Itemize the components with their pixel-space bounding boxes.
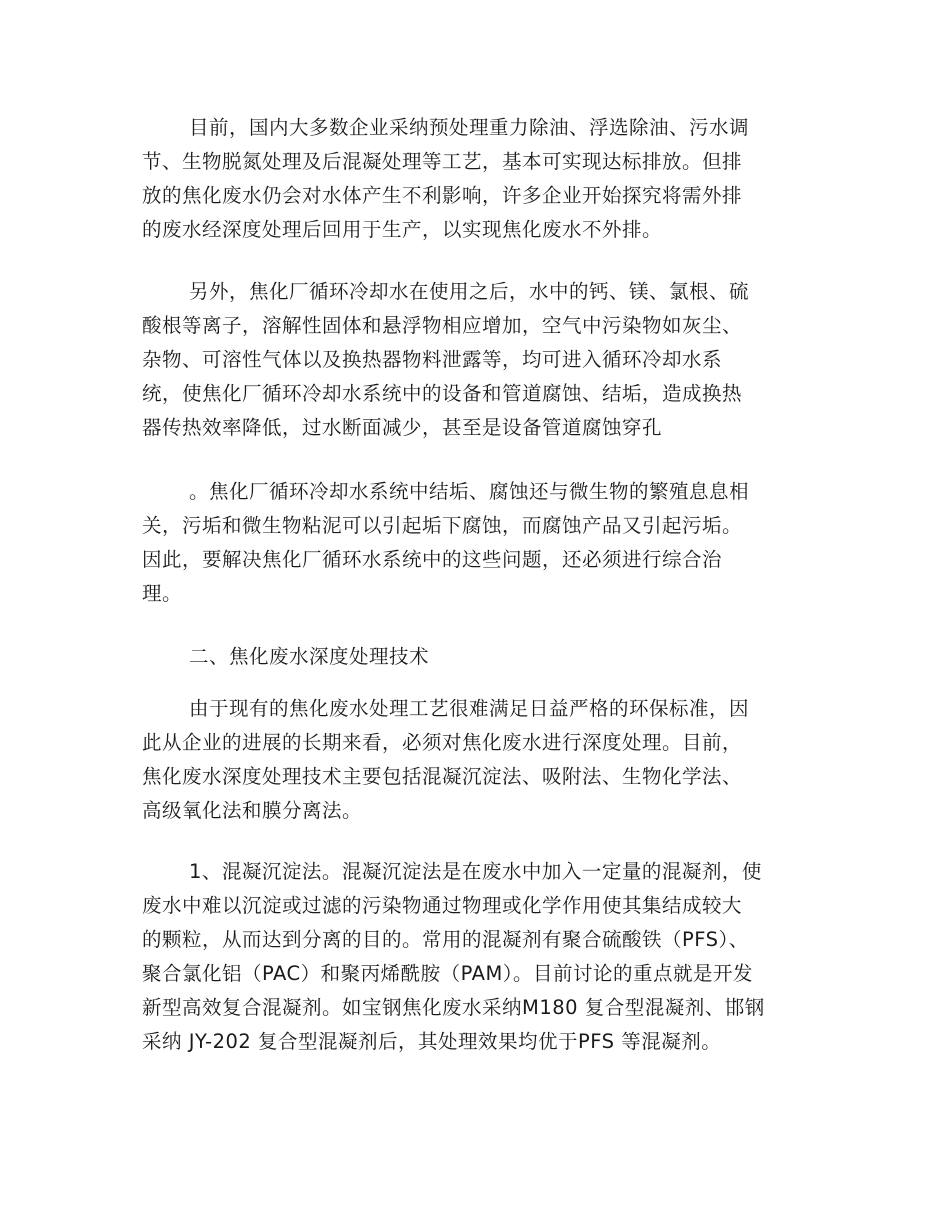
text-line: 聚合氯化铝（PAC）和聚丙烯酰胺（PAM）。目前讨论的重点就是开发 (142, 962, 754, 985)
paragraph-1 (142, 111, 812, 247)
paragraph-5 (142, 855, 812, 1059)
text-line: 另外，焦化厂循环冷却水在使用之后，水中的钙、镁、氯根、硫 (189, 280, 750, 303)
text-line: 杂物、可溶性气体以及换热器物料泄露等，均可进入循环冷却水系 (142, 348, 723, 371)
text-line: 酸根等离子，溶解性固体和悬浮物相应增加，空气中污染物如灰尘、 (142, 314, 743, 337)
text-line: 因此，要解决焦化厂循环水系统中的这些问题，还必须进行综合治 (142, 548, 723, 571)
text-line: 此从企业的进展的长期来看，必须对焦化废水进行深度处理。目前， (142, 731, 743, 754)
heading-text: 二、焦化废水深度处理技术 (189, 645, 430, 668)
text-line: 器传热效率降低，过水断面减少，甚至是设备管道腐蚀穿孔 (142, 416, 663, 439)
text-line: 理。 (142, 582, 183, 605)
text-line: 1、混凝沉淀法。混凝沉淀法是在废水中加入一定量的混凝剂，使 (189, 860, 762, 883)
text-line: 统，使焦化厂循环冷却水系统中的设备和管道腐蚀、结垢，造成换热 (142, 382, 743, 405)
text-line: 采纳 JY-202 复合型混凝剂后，其处理效果均优于PFS 等混凝剂。 (142, 1030, 722, 1053)
text-line: 新型高效复合混凝剂。如宝钢焦化废水采纳M180 复合型混凝剂、邯钢 (142, 996, 765, 1019)
text-line: 。焦化厂循环冷却水系统中结垢、腐蚀还与微生物的繁殖息息相 (189, 480, 750, 503)
text-line: 废水中难以沉淀或过滤的污染物通过物理或化学作用使其集结成较大 (142, 894, 743, 917)
text-line: 高级氧化法和膜分离法。 (142, 799, 363, 822)
text-line: 由于现有的焦化废水处理工艺很难满足日益严格的环保标准，因 (189, 697, 750, 720)
section-heading (142, 640, 812, 674)
paragraph-3 (142, 475, 812, 611)
paragraph-4 (142, 692, 812, 828)
text-line: 目前，国内大多数企业采纳预处理重力除油、浮选除油、污水调 (189, 116, 750, 139)
text-line: 关，污垢和微生物粘泥可以引起垢下腐蚀，而腐蚀产品又引起污垢。 (142, 514, 743, 537)
text-line: 的废水经深度处理后回用于生产，以实现焦化废水不外排。 (142, 218, 663, 241)
text-line: 的颗粒，从而达到分离的目的。常用的混凝剂有聚合硫酸铁（PFS）、 (142, 928, 749, 951)
text-line: 焦化废水深度处理技术主要包括混凝沉淀法、吸附法、生物化学法、 (142, 765, 743, 788)
paragraph-2 (142, 275, 812, 445)
text-line: 放的焦化废水仍会对水体产生不利影响，许多企业开始探究将需外排 (142, 184, 743, 207)
text-line: 节、生物脱氮处理及后混凝处理等工艺，基本可实现达标排放。但排 (142, 150, 743, 173)
